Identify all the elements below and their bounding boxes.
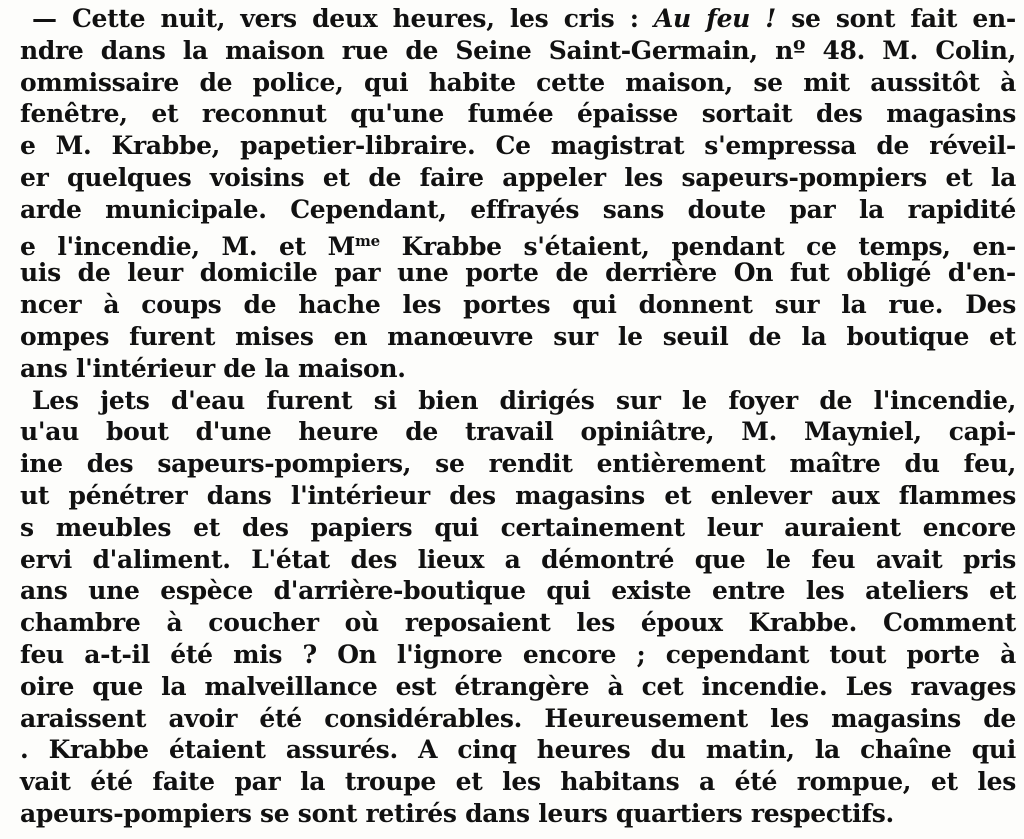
- article-line: ans l'intérieur de la maison.: [20, 353, 406, 383]
- italic-exclamation: Au feu !: [653, 4, 776, 33]
- article-line: ervi d'aliment. L'état des lieux a démontré que le feu avait pris: [20, 544, 1016, 574]
- article-line: ine des sapeurs-pompiers, se rendit entièrement maître du feu,: [20, 449, 1016, 479]
- line-text: se sont fait en-: [775, 4, 1016, 33]
- line-text: Krabbe s'étaient, pendant ce temps, en-: [379, 231, 1017, 261]
- article-line: vait été faite par la troupe et les habitans a été rompue, et les: [20, 767, 1016, 797]
- article-line: ncer à coups de hache les portes qui donnent sur la rue. Des: [20, 290, 1016, 320]
- line-text: — Cette nuit, vers deux heures, les cris :: [32, 4, 654, 33]
- article-line: u'au bout d'une heure de travail opiniâtre, M. Mayniel, capi-: [20, 417, 1016, 447]
- article-line: . Krabbe étaient assurés. A cinq heures du matin, la chaîne qui: [20, 735, 1016, 765]
- article-line: ans une espèce d'arrière-boutique qui existe entre les ateliers et: [20, 576, 1016, 606]
- article-line: er quelques voisins et de faire appeler les sapeurs-pompiers et la: [20, 162, 1016, 192]
- article-line: uis de leur domicile par une porte de derrière On fut obligé d'en-: [20, 258, 1016, 288]
- article-line: oire que la malveillance est étrangère à cet incendie. Les ravages: [20, 671, 1016, 701]
- article-line: fenêtre, et reconnut qu'une fumée épaisse sortait des magasins: [20, 99, 1016, 129]
- article-line: ommissaire de police, qui habite cette maison, se mit aussitôt à: [20, 67, 1016, 97]
- article-line: s meubles et des papiers qui certainement leur auraient encore: [20, 512, 1016, 542]
- article-line: [20, 226, 1017, 261]
- article-line: Les jets d'eau furent si bien dirigés sur le foyer de l'incendie,: [32, 385, 1016, 415]
- article-line: araissent avoir été considérables. Heureusement les magasins de: [20, 703, 1016, 733]
- superscript-abbreviation: me: [355, 231, 380, 250]
- article-line: ndre dans la maison rue de Seine Saint-Germain, nº 48. M. Colin,: [20, 35, 1016, 65]
- article-line: arde municipale. Cependant, effrayés sans doute par la rapidité: [20, 194, 1016, 224]
- line-text: e l'incendie, M. et M: [20, 231, 356, 261]
- article-line: ompes furent mises en manœuvre sur le seuil de la boutique et: [20, 321, 1016, 351]
- article-line: chambre à coucher où reposaient les époux Krabbe. Comment: [20, 608, 1016, 638]
- article-line: feu a-t-il été mis ? On l'ignore encore ; cependant tout porte à: [20, 639, 1016, 669]
- article-line: [20, 3, 1016, 35]
- article-line: e M. Krabbe, papetier-libraire. Ce magistrat s'empressa de réveil-: [20, 131, 1016, 161]
- article-line: ut pénétrer dans l'intérieur des magasins et enlever aux flammes: [20, 480, 1016, 510]
- article-text-column: [20, 3, 1016, 830]
- article-line: apeurs-pompiers se sont retirés dans leurs quartiers respectifs.: [20, 798, 894, 828]
